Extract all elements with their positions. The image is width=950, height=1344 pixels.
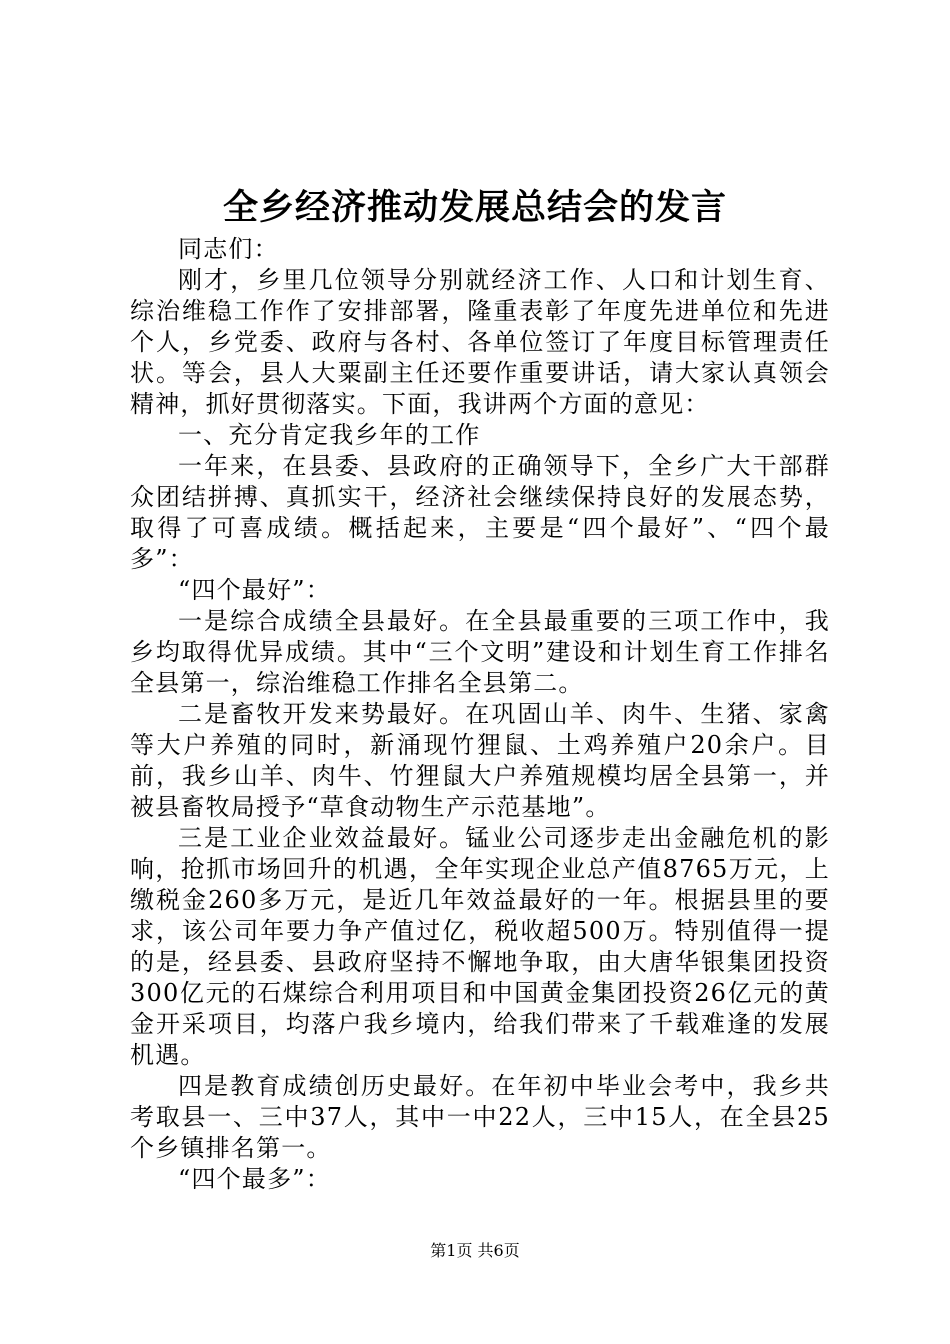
paragraph-item-1: 一是综合成绩全县最好。在全县最重要的三项工作中，我乡均取得优异成绩。其中“三个文明”建设和计划生育工作排名全县第一，综治维稳工作排名全县第二。 <box>130 607 830 697</box>
subheading-four-most: “四个最多”： <box>178 1165 331 1193</box>
paragraph-item-3: 三是工业企业效益最好。锰业公司逐步走出金融危机的影响，抢抓市场回升的机遇，全年实现企业总产值8765万元，上缴税金260多万元，是近几年效益最好的一年。根据县里的要求，该公司年要力争产值过亿，税收超500万。特别值得一提的是，经县委、县政府坚持不懈地争取，由大唐华银集团投资300亿元的石煤综合利用项目和中国黄金集团投资26亿元的黄金开采项目，均落户我乡境内，给我们带来了千载难逢的发展机遇。 <box>130 824 830 1069</box>
page-footer: 第1页 共6页 <box>430 1241 520 1260</box>
document-body <box>130 234 830 1195</box>
subheading-four-best: “四个最好”： <box>178 576 331 604</box>
paragraph-overview: 一年来，在县委、县政府的正确领导下，全乡广大干部群众团结拼搏、真抓实干，经济社会继续保持良好的发展态势，取得了可喜成绩。概括起来，主要是“四个最好”、“四个最多”： <box>130 452 830 573</box>
paragraph-salutation: 同志们： <box>178 235 279 263</box>
document-title: 全乡经济推动发展总结会的发言 <box>222 187 727 228</box>
section-heading-1: 一、充分肯定我乡年的工作 <box>178 421 481 449</box>
paragraph-item-4: 四是教育成绩创历史最好。在年初中毕业会考中，我乡共考取县一、三中37人，其中一中22人，三中15人，在全县25个乡镇排名第一。 <box>130 1072 830 1162</box>
paragraph-item-2: 二是畜牧开发来势最好。在巩固山羊、肉牛、生猪、家禽等大户养殖的同时，新涌现竹狸鼠、土鸡养殖户20余户。目前，我乡山羊、肉牛、竹狸鼠大户养殖规模均居全县第一，并被县畜牧局授予“草食动物生产示范基地”。 <box>130 700 830 821</box>
paragraph-intro: 刚才，乡里几位领导分别就经济工作、人口和计划生育、综治维稳工作作了安排部署，隆重表彰了年度先进单位和先进个人，乡党委、政府与各村、各单位签订了年度目标管理责任状。等会，县人大粟副主任还要作重要讲话，请大家认真领会精神，抓好贯彻落实。下面，我讲两个方面的意见： <box>130 266 830 418</box>
